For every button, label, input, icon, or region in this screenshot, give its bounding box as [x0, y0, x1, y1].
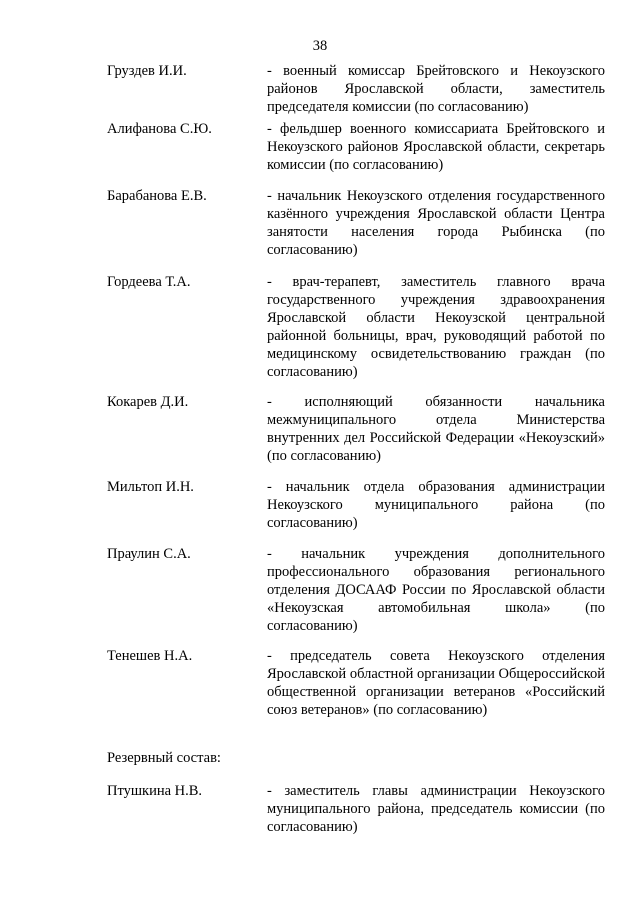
member-role: - врач-терапевт, заместитель главного врача государственного учреждения здравоохранения Ярославской области Некоузской центральной районной больницы, врач, руководящий работой по медицинскому освидетельствованию граждан (по согласованию) — [267, 274, 605, 380]
member-role: - председатель совета Некоузского отделения Ярославской областной организации Общероссийской общественной организации ветеранов «Российский союз ветеранов» (по согласованию) — [267, 648, 605, 718]
member-role: - начальник учреждения дополнительного профессионального образования регионального отделения ДОСААФ России по Ярославской области «Некоузская автомобильная школа» (по согласованию) — [267, 546, 605, 634]
member-role: - начальник Некоузского отделения государственного казённого учреждения Ярославской области Центра занятости населения города Рыбинска (по согласованию) — [267, 188, 605, 258]
page-number: 38 — [312, 38, 328, 54]
member-name: Птушкина Н.В. — [107, 783, 203, 799]
member-name: Гордеева Т.А. — [107, 274, 191, 290]
member-role: - заместитель главы администрации Некоузского муниципального района, председатель комиссии (по согласованию) — [267, 783, 605, 835]
member-role: - военный комиссар Брейтовского и Некоузского районов Ярославской области, заместитель председателя комиссии (по согласованию) — [267, 63, 605, 115]
member-role: - начальник отдела образования администрации Некоузского муниципального района (по согласованию) — [267, 479, 605, 531]
member-name: Груздев И.И. — [107, 63, 187, 79]
member-name: Праулин С.А. — [107, 546, 191, 562]
reserve-heading: Резервный состав: — [107, 750, 221, 766]
member-name: Барабанова Е.В. — [107, 188, 207, 204]
member-name: Кокарев Д.И. — [107, 394, 189, 410]
member-role: - исполняющий обязанности начальника межмуниципального отдела Министерства внутренних дел Российской Федерации «Некоузский» (по согласованию) — [267, 394, 605, 464]
member-name: Алифанова С.Ю. — [107, 121, 212, 137]
member-name: Тенешев Н.А. — [107, 648, 193, 664]
member-name: Мильтоп И.Н. — [107, 479, 194, 495]
member-role: - фельдшер военного комиссариата Брейтовского и Некоузского районов Ярославской области, секретарь комиссии (по согласованию) — [267, 121, 605, 173]
